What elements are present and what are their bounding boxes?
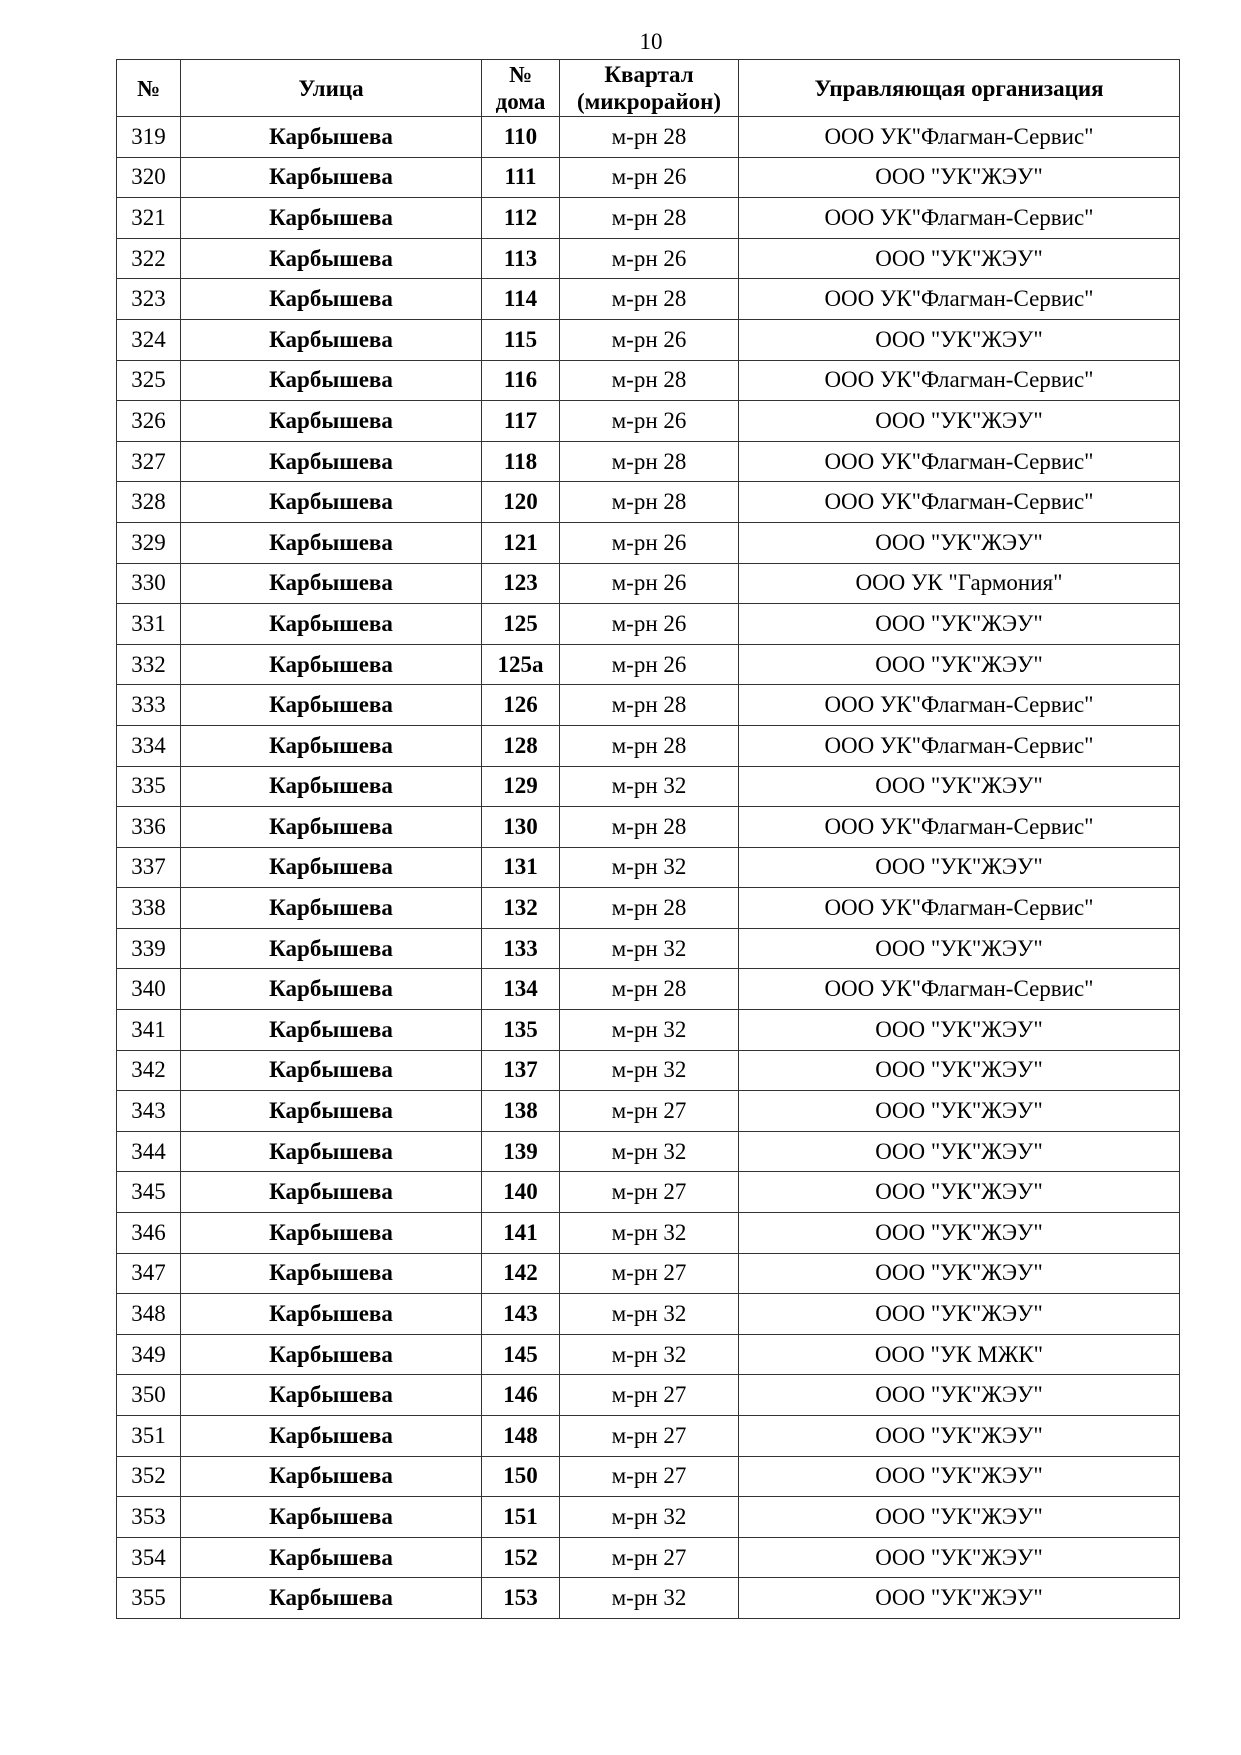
table-row <box>117 766 1180 807</box>
cell-street: Карбышева <box>181 1050 482 1091</box>
cell-house: 125 <box>482 604 560 645</box>
cell-org: ООО УК"Флагман-Сервис" <box>739 969 1180 1010</box>
table-row <box>117 1375 1180 1416</box>
cell-house: 138 <box>482 1091 560 1132</box>
table-row <box>117 1294 1180 1335</box>
cell-org: ООО УК"Флагман-Сервис" <box>739 279 1180 320</box>
cell-street: Карбышева <box>181 847 482 888</box>
table-row <box>117 1091 1180 1132</box>
cell-street: Карбышева <box>181 117 482 158</box>
table-row <box>117 1253 1180 1294</box>
cell-org: ООО УК"Флагман-Сервис" <box>739 725 1180 766</box>
cell-quarter: м-рн 32 <box>560 1578 739 1619</box>
cell-org: ООО УК"Флагман-Сервис" <box>739 117 1180 158</box>
cell-house: 140 <box>482 1172 560 1213</box>
cell-quarter: м-рн 27 <box>560 1537 739 1578</box>
table-row <box>117 563 1180 604</box>
cell-street: Карбышева <box>181 685 482 726</box>
header-quarter-line1: Квартал <box>604 62 694 87</box>
table-row <box>117 847 1180 888</box>
cell-num: 354 <box>117 1537 181 1578</box>
cell-street: Карбышева <box>181 1213 482 1254</box>
cell-num: 331 <box>117 604 181 645</box>
table-row <box>117 1537 1180 1578</box>
header-quarter <box>560 60 739 117</box>
cell-num: 328 <box>117 482 181 523</box>
cell-org: ООО "УК"ЖЭУ" <box>739 1375 1180 1416</box>
table-row <box>117 117 1180 158</box>
cell-quarter: м-рн 28 <box>560 117 739 158</box>
cell-num: 333 <box>117 685 181 726</box>
table-row <box>117 888 1180 929</box>
cell-org: ООО "УК"ЖЭУ" <box>739 1253 1180 1294</box>
cell-house: 125а <box>482 644 560 685</box>
cell-house: 135 <box>482 1010 560 1051</box>
cell-house: 148 <box>482 1416 560 1457</box>
cell-house: 132 <box>482 888 560 929</box>
cell-num: 320 <box>117 157 181 198</box>
table-row <box>117 1172 1180 1213</box>
cell-house: 151 <box>482 1497 560 1538</box>
table-row <box>117 1131 1180 1172</box>
cell-num: 322 <box>117 238 181 279</box>
cell-quarter: м-рн 32 <box>560 1497 739 1538</box>
cell-house: 145 <box>482 1334 560 1375</box>
cell-quarter: м-рн 26 <box>560 319 739 360</box>
cell-org: ООО "УК"ЖЭУ" <box>739 1010 1180 1051</box>
table-row <box>117 157 1180 198</box>
cell-num: 335 <box>117 766 181 807</box>
cell-street: Карбышева <box>181 1294 482 1335</box>
cell-street: Карбышева <box>181 1131 482 1172</box>
cell-quarter: м-рн 27 <box>560 1416 739 1457</box>
cell-num: 325 <box>117 360 181 401</box>
cell-num: 350 <box>117 1375 181 1416</box>
cell-street: Карбышева <box>181 1375 482 1416</box>
table-row <box>117 279 1180 320</box>
cell-org: ООО "УК"ЖЭУ" <box>739 1213 1180 1254</box>
cell-street: Карбышева <box>181 401 482 442</box>
cell-house: 139 <box>482 1131 560 1172</box>
cell-num: 319 <box>117 117 181 158</box>
table-row <box>117 725 1180 766</box>
cell-num: 330 <box>117 563 181 604</box>
cell-org: ООО "УК МЖК" <box>739 1334 1180 1375</box>
table-row <box>117 1010 1180 1051</box>
cell-org: ООО "УК"ЖЭУ" <box>739 522 1180 563</box>
cell-house: 141 <box>482 1213 560 1254</box>
cell-house: 112 <box>482 198 560 239</box>
cell-house: 134 <box>482 969 560 1010</box>
cell-quarter: м-рн 32 <box>560 766 739 807</box>
cell-quarter: м-рн 28 <box>560 725 739 766</box>
cell-num: 324 <box>117 319 181 360</box>
cell-street: Карбышева <box>181 482 482 523</box>
cell-quarter: м-рн 32 <box>560 1334 739 1375</box>
cell-num: 342 <box>117 1050 181 1091</box>
cell-num: 353 <box>117 1497 181 1538</box>
housing-registry-table <box>116 59 1180 1619</box>
cell-org: ООО "УК"ЖЭУ" <box>739 847 1180 888</box>
cell-quarter: м-рн 27 <box>560 1375 739 1416</box>
cell-num: 334 <box>117 725 181 766</box>
cell-org: ООО "УК"ЖЭУ" <box>739 401 1180 442</box>
cell-house: 115 <box>482 319 560 360</box>
cell-num: 336 <box>117 807 181 848</box>
cell-quarter: м-рн 27 <box>560 1172 739 1213</box>
cell-org: ООО "УК"ЖЭУ" <box>739 1050 1180 1091</box>
cell-street: Карбышева <box>181 807 482 848</box>
cell-street: Карбышева <box>181 279 482 320</box>
cell-org: ООО "УК"ЖЭУ" <box>739 1172 1180 1213</box>
table-row <box>117 401 1180 442</box>
table-row <box>117 1416 1180 1457</box>
cell-quarter: м-рн 28 <box>560 807 739 848</box>
cell-house: 126 <box>482 685 560 726</box>
cell-house: 153 <box>482 1578 560 1619</box>
cell-org: ООО "УК"ЖЭУ" <box>739 1456 1180 1497</box>
cell-org: ООО "УК"ЖЭУ" <box>739 157 1180 198</box>
cell-org: ООО "УК"ЖЭУ" <box>739 1294 1180 1335</box>
table-row <box>117 1334 1180 1375</box>
table-row <box>117 360 1180 401</box>
cell-street: Карбышева <box>181 1416 482 1457</box>
cell-quarter: м-рн 32 <box>560 847 739 888</box>
table-row <box>117 1497 1180 1538</box>
cell-house: 152 <box>482 1537 560 1578</box>
cell-street: Карбышева <box>181 319 482 360</box>
cell-house: 146 <box>482 1375 560 1416</box>
cell-quarter: м-рн 28 <box>560 969 739 1010</box>
cell-num: 347 <box>117 1253 181 1294</box>
cell-street: Карбышева <box>181 360 482 401</box>
cell-house: 111 <box>482 157 560 198</box>
cell-quarter: м-рн 32 <box>560 928 739 969</box>
table-row <box>117 522 1180 563</box>
cell-org: ООО "УК"ЖЭУ" <box>739 928 1180 969</box>
cell-num: 339 <box>117 928 181 969</box>
table-row <box>117 644 1180 685</box>
cell-org: ООО "УК"ЖЭУ" <box>739 604 1180 645</box>
cell-org: ООО УК"Флагман-Сервис" <box>739 360 1180 401</box>
cell-org: ООО УК"Флагман-Сервис" <box>739 888 1180 929</box>
cell-quarter: м-рн 27 <box>560 1253 739 1294</box>
cell-house: 128 <box>482 725 560 766</box>
cell-quarter: м-рн 26 <box>560 644 739 685</box>
table-row <box>117 969 1180 1010</box>
cell-org: ООО "УК"ЖЭУ" <box>739 319 1180 360</box>
cell-quarter: м-рн 26 <box>560 238 739 279</box>
cell-num: 341 <box>117 1010 181 1051</box>
table-row <box>117 482 1180 523</box>
cell-street: Карбышева <box>181 238 482 279</box>
cell-street: Карбышева <box>181 198 482 239</box>
table-row <box>117 1456 1180 1497</box>
table-row <box>117 1050 1180 1091</box>
cell-street: Карбышева <box>181 1091 482 1132</box>
cell-num: 345 <box>117 1172 181 1213</box>
cell-house: 120 <box>482 482 560 523</box>
cell-org: ООО УК"Флагман-Сервис" <box>739 807 1180 848</box>
cell-org: ООО УК"Флагман-Сервис" <box>739 685 1180 726</box>
cell-num: 332 <box>117 644 181 685</box>
cell-quarter: м-рн 28 <box>560 279 739 320</box>
cell-street: Карбышева <box>181 604 482 645</box>
cell-org: ООО "УК"ЖЭУ" <box>739 238 1180 279</box>
cell-num: 355 <box>117 1578 181 1619</box>
cell-org: ООО УК"Флагман-Сервис" <box>739 482 1180 523</box>
cell-org: ООО "УК"ЖЭУ" <box>739 1131 1180 1172</box>
cell-quarter: м-рн 26 <box>560 604 739 645</box>
cell-house: 150 <box>482 1456 560 1497</box>
table-row <box>117 198 1180 239</box>
cell-num: 337 <box>117 847 181 888</box>
cell-org: ООО "УК"ЖЭУ" <box>739 1091 1180 1132</box>
header-num: № <box>117 60 181 117</box>
table-row <box>117 604 1180 645</box>
cell-street: Карбышева <box>181 1334 482 1375</box>
cell-quarter: м-рн 28 <box>560 888 739 929</box>
cell-org: ООО "УК"ЖЭУ" <box>739 766 1180 807</box>
cell-quarter: м-рн 28 <box>560 360 739 401</box>
cell-quarter: м-рн 26 <box>560 563 739 604</box>
table-row <box>117 685 1180 726</box>
cell-street: Карбышева <box>181 1456 482 1497</box>
cell-quarter: м-рн 32 <box>560 1010 739 1051</box>
table-row <box>117 319 1180 360</box>
cell-num: 321 <box>117 198 181 239</box>
cell-house: 118 <box>482 441 560 482</box>
header-street: Улица <box>181 60 482 117</box>
header-house-line1: № <box>508 62 533 87</box>
cell-org: ООО "УК"ЖЭУ" <box>739 1497 1180 1538</box>
cell-house: 129 <box>482 766 560 807</box>
cell-street: Карбышева <box>181 1578 482 1619</box>
header-quarter-line2: (микрорайон) <box>576 89 722 114</box>
header-org: Управляющая организация <box>739 60 1180 117</box>
cell-org: ООО "УК"ЖЭУ" <box>739 1578 1180 1619</box>
cell-house: 133 <box>482 928 560 969</box>
cell-num: 338 <box>117 888 181 929</box>
table-header <box>117 60 1180 117</box>
cell-street: Карбышева <box>181 725 482 766</box>
table-row <box>117 238 1180 279</box>
cell-org: ООО "УК"ЖЭУ" <box>739 644 1180 685</box>
cell-quarter: м-рн 32 <box>560 1050 739 1091</box>
cell-num: 346 <box>117 1213 181 1254</box>
cell-house: 121 <box>482 522 560 563</box>
cell-num: 323 <box>117 279 181 320</box>
table-row <box>117 441 1180 482</box>
cell-street: Карбышева <box>181 1497 482 1538</box>
cell-street: Карбышева <box>181 1537 482 1578</box>
table-body <box>117 117 1180 1619</box>
table-row <box>117 928 1180 969</box>
cell-quarter: м-рн 28 <box>560 198 739 239</box>
cell-org: ООО УК "Гармония" <box>739 563 1180 604</box>
cell-quarter: м-рн 28 <box>560 482 739 523</box>
cell-org: ООО УК"Флагман-Сервис" <box>739 198 1180 239</box>
cell-street: Карбышева <box>181 888 482 929</box>
header-house-line2: дома <box>495 89 546 114</box>
cell-house: 116 <box>482 360 560 401</box>
cell-house: 117 <box>482 401 560 442</box>
cell-quarter: м-рн 32 <box>560 1131 739 1172</box>
cell-house: 142 <box>482 1253 560 1294</box>
cell-street: Карбышева <box>181 1172 482 1213</box>
cell-quarter: м-рн 28 <box>560 685 739 726</box>
table-row <box>117 807 1180 848</box>
cell-street: Карбышева <box>181 969 482 1010</box>
cell-quarter: м-рн 26 <box>560 522 739 563</box>
cell-quarter: м-рн 27 <box>560 1456 739 1497</box>
cell-num: 349 <box>117 1334 181 1375</box>
cell-street: Карбышева <box>181 644 482 685</box>
cell-quarter: м-рн 26 <box>560 401 739 442</box>
header-row <box>117 60 1180 117</box>
cell-house: 123 <box>482 563 560 604</box>
cell-street: Карбышева <box>181 766 482 807</box>
table-row <box>117 1578 1180 1619</box>
table-row <box>117 1213 1180 1254</box>
cell-num: 329 <box>117 522 181 563</box>
page-number: 10 <box>639 29 663 54</box>
cell-num: 327 <box>117 441 181 482</box>
cell-quarter: м-рн 26 <box>560 157 739 198</box>
cell-house: 137 <box>482 1050 560 1091</box>
cell-street: Карбышева <box>181 157 482 198</box>
cell-org: ООО "УК"ЖЭУ" <box>739 1416 1180 1457</box>
cell-quarter: м-рн 27 <box>560 1091 739 1132</box>
cell-street: Карбышева <box>181 928 482 969</box>
header-house <box>482 60 560 117</box>
cell-house: 143 <box>482 1294 560 1335</box>
cell-num: 340 <box>117 969 181 1010</box>
cell-house: 114 <box>482 279 560 320</box>
cell-street: Карбышева <box>181 522 482 563</box>
cell-house: 113 <box>482 238 560 279</box>
cell-num: 351 <box>117 1416 181 1457</box>
cell-house: 131 <box>482 847 560 888</box>
cell-street: Карбышева <box>181 1010 482 1051</box>
cell-org: ООО "УК"ЖЭУ" <box>739 1537 1180 1578</box>
cell-street: Карбышева <box>181 563 482 604</box>
cell-num: 352 <box>117 1456 181 1497</box>
cell-org: ООО УК"Флагман-Сервис" <box>739 441 1180 482</box>
cell-num: 326 <box>117 401 181 442</box>
cell-quarter: м-рн 32 <box>560 1294 739 1335</box>
cell-quarter: м-рн 32 <box>560 1213 739 1254</box>
cell-house: 130 <box>482 807 560 848</box>
cell-num: 343 <box>117 1091 181 1132</box>
cell-street: Карбышева <box>181 1253 482 1294</box>
cell-street: Карбышева <box>181 441 482 482</box>
cell-num: 344 <box>117 1131 181 1172</box>
cell-num: 348 <box>117 1294 181 1335</box>
cell-house: 110 <box>482 117 560 158</box>
cell-quarter: м-рн 28 <box>560 441 739 482</box>
